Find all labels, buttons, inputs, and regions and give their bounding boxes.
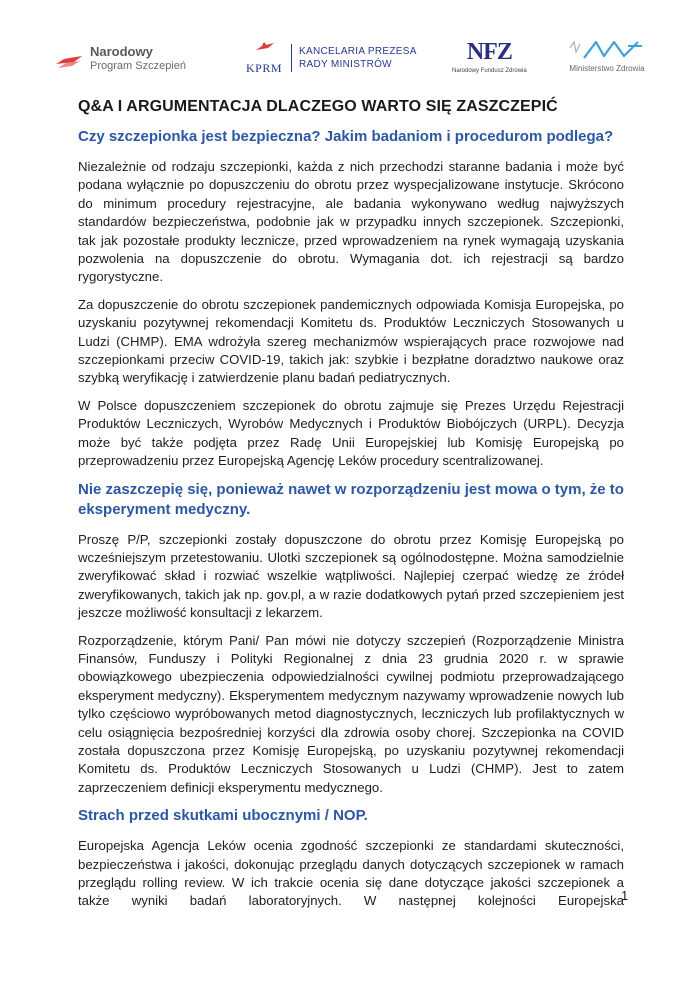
- np-title: Narodowy: [90, 44, 153, 59]
- section-heading-safety: Czy szczepionka jest bezpieczna? Jakim badaniom i procedurom podlega?: [78, 128, 614, 145]
- section-heading-experiment: Nie zaszczepię się, ponieważ nawet w rozporządzeniu jest mowa o tym, że to eksperyment medyczny.: [78, 480, 624, 518]
- eagle-flag-icon: [252, 40, 276, 54]
- kprm-line-2: RADY MINISTRÓW: [299, 59, 392, 70]
- nfz-mark: NFZ: [466, 39, 512, 65]
- paragraph: Rozporządzenie, którym Pani/ Pan mówi nie dotyczy szczepień (Rozporządzenie Ministra Finansów, Funduszy i Polityki Regionalnej z dnia 23 grudnia 2020 r. w sprawie obowiązkowego ubezpieczenia odpowiedzialności cywilnej podmiotu przeprowadzającego eksperyment medyczny). Eksperymentem medycznym nazywamy wprowadzenie nowych lub tylko częściowo wypróbowanych metod diagnostycznych, leczniczych lub profilaktycznych w celu osiągnięcia bezpośredniej korzyści dla zdrowia osoby chorej. Szczepionka na COVID została dopuszczona przez Komisję Europejską, po uzyskaniu pozytywnej rekomendacji Komitetu ds. Produktów Leczniczych Stosowanych u Ludzi (CHMP). Jest to zatem zaprzeczeniem definicji eksperymentu medycznego.: [78, 632, 624, 795]
- paragraph: Za dopuszczenie do obrotu szczepionek pandemicznych odpowiada Komisja Europejska, po uzyskaniu pozytywnej rekomendacji Komitetu ds. Produktów Leczniczych Stosowanych u Ludzi (CHMP). EMA wdrożyła szereg mechanizmów wspierających prace rozwojowe nad szczepionkami przeciw COVID-19, takich jak: szybkie i bezpłatne doradztwo naukowe oraz szybką weryfikację i zatwierdzenie planu badań pediatrycznych.: [78, 296, 624, 386]
- logo-header: [0, 38, 700, 90]
- page-number: 1: [621, 888, 629, 903]
- document-title: Q&A I ARGUMENTACJA DLACZEGO WARTO SIĘ ZASZCZEPIĆ: [78, 98, 558, 115]
- paragraph: Proszę P/P, szczepionki zostały dopuszczone do obrotu przez Komisję Europejską po wcześniejszym przetestowaniu. Ulotki szczepionek są ogólnodostępne. Można samodzielnie zweryfikować skład i rozwiać wszelkie wątpliwości. Najlepiej czerpać wiedzę ze źródeł zweryfikowanych, takich jak np. gov.pl, a w razie dodatkowych pytań przed szczepieniem jest jeszcze możliwość konsultacji z lekarzem.: [78, 531, 624, 621]
- ministerstwo-zdrowia-logo: [566, 38, 648, 73]
- np-subtitle: Program Szczepień: [90, 60, 186, 72]
- document-body: [78, 98, 624, 920]
- nfz-logo: [452, 38, 527, 74]
- kprm-logo: [244, 40, 417, 76]
- kprm-divider: [291, 44, 292, 72]
- kprm-acronym: KPRM: [245, 61, 282, 75]
- narodowy-program-szczepien-logo: [54, 44, 186, 74]
- nfz-subtitle: Narodowy Fundusz Zdrowia: [452, 68, 527, 74]
- flag-stripe-icon: [54, 48, 84, 70]
- section-heading-side-effects: Strach przed skutkami ubocznymi / NOP.: [78, 807, 368, 825]
- paragraph: Niezależnie od rodzaju szczepionki, każda z nich przechodzi staranne badania i może być podana wyłącznie po dopuszczeniu do obrotu przez wyspecjalizowane instytucje. Skrócono do minimum procedury rejestracyjne, ale badania wykonywano według najwyższych standardów bezpieczeństwa, podobnie jak w przypadku innych szczepionek. Szczepionki, tak jak pozostałe produkty lecznicze, przed wprowadzeniem na rynek wymagają uzyskania pozwolenia na dopuszczenie do obrotu. Wymagania dot. ich rejestracji są bardzo rygorystyczne.: [78, 159, 624, 285]
- mz-subtitle: Ministerstwo Zdrowia: [569, 64, 645, 73]
- mz-wave-icon: [566, 38, 648, 62]
- paragraph: W Polsce dopuszczeniem szczepionek do obrotu zajmuje się Prezes Urzędu Rejestracji Produktów Leczniczych, Wyrobów Medycznych i Produktów Biobójczych (URPL). Decyzja może być także podjęta przez Radę Unii Europejskiej lub Komisję Europejską po przeprowadzeniu przez Europejską Agencję Leków procedury scentralizowanej.: [78, 397, 624, 469]
- kprm-line-1: KANCELARIA PREZESA: [299, 46, 417, 57]
- paragraph: Europejska Agencja Leków ocenia zgodność szczepionki ze standardami skuteczności, bezpieczeństwa i jakości, dokonując przeglądu danych dotyczących szczepionek w ramach przeglądu rolling review. W ich trakcie ocenia się dane dotyczące jakości szczepionek a także wyniki badań laboratoryjnych. W następnej kolejności Europejska: [78, 838, 624, 909]
